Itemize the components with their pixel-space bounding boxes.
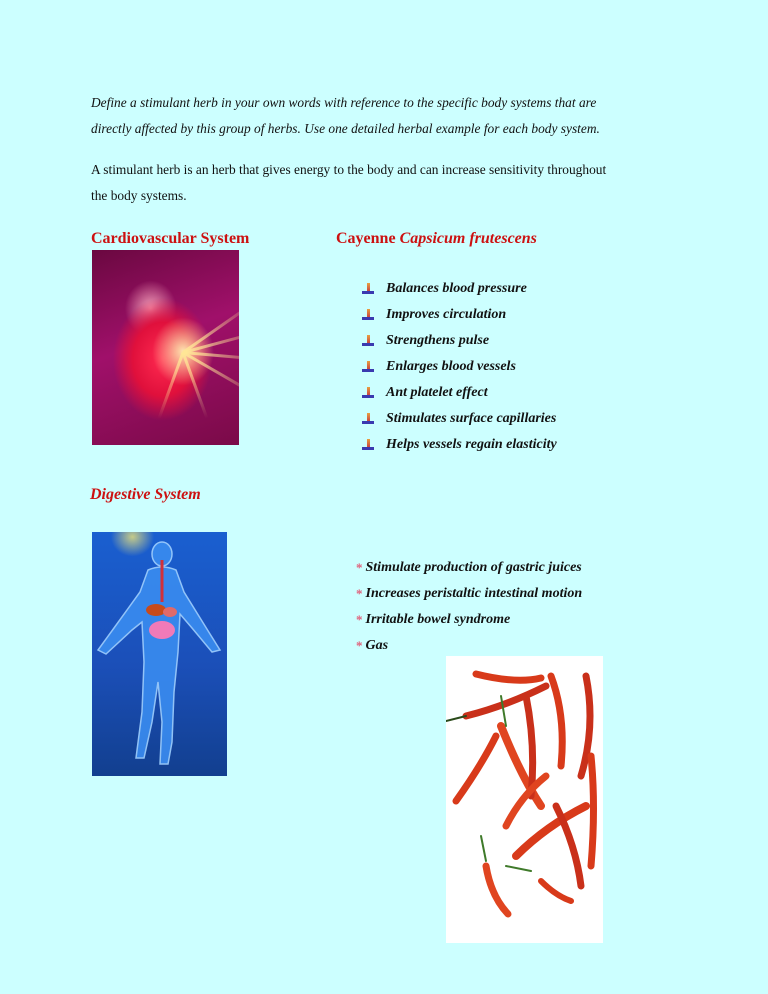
- herb-common-name: Cayenne: [336, 230, 396, 247]
- asterisk-bullet-icon: *: [356, 612, 363, 627]
- list-item: Stimulates surface capillaries: [362, 406, 557, 432]
- list-item: Strengthens pulse: [362, 328, 557, 354]
- cayenne-heading: [336, 230, 537, 248]
- stimulant-definition: [91, 157, 691, 209]
- arrow-bullet-icon: [362, 361, 374, 373]
- digestive-body-image: [92, 532, 227, 776]
- arrow-bullet-icon: [362, 335, 374, 347]
- light-ray: [158, 352, 185, 419]
- list-item: Improves circulation: [362, 302, 557, 328]
- list-item: Ant platelet effect: [362, 380, 557, 406]
- asterisk-bullet-icon: *: [356, 560, 363, 575]
- definition-line-2: the body systems.: [91, 188, 187, 203]
- cardiovascular-heading: Cardiovascular System: [91, 230, 250, 247]
- herb-latin-name: Capsicum frutescens: [399, 230, 537, 247]
- heart-image: [92, 250, 239, 445]
- list-item: Enlarges blood vessels: [362, 354, 557, 380]
- definition-line-1: A stimulant herb is an herb that gives energy to the body and can increase sensitivity throughout: [91, 162, 607, 177]
- chili-pepper-icon: [446, 656, 603, 943]
- list-item: * Gas: [356, 638, 389, 653]
- list-item: Helps vessels regain elasticity: [362, 432, 557, 458]
- arrow-bullet-icon: [362, 439, 374, 451]
- arrow-bullet-icon: [362, 283, 374, 295]
- arrow-bullet-icon: [362, 387, 374, 399]
- assignment-prompt: [91, 90, 691, 142]
- prompt-line-1: Define a stimulant herb in your own words with reference to the specific body systems that are: [91, 95, 597, 110]
- digestive-heading: Digestive System: [90, 486, 201, 503]
- list-item: * Increases peristaltic intestinal motion: [356, 586, 583, 601]
- list-item: Balances blood pressure: [362, 276, 557, 302]
- list-item: * Irritable bowel syndrome: [356, 612, 511, 627]
- digestive-benefits-list: [356, 555, 582, 659]
- arrow-bullet-icon: [362, 309, 374, 321]
- prompt-line-2: directly affected by this group of herbs. Use one detailed herbal example for each body system.: [91, 121, 600, 136]
- human-figure-icon: [92, 532, 227, 776]
- asterisk-bullet-icon: *: [356, 586, 363, 601]
- list-item: * Stimulate production of gastric juices: [356, 560, 582, 575]
- arrow-bullet-icon: [362, 413, 374, 425]
- chili-peppers-image: [446, 656, 603, 943]
- cayenne-benefits-list: [362, 276, 557, 458]
- asterisk-bullet-icon: *: [356, 638, 363, 653]
